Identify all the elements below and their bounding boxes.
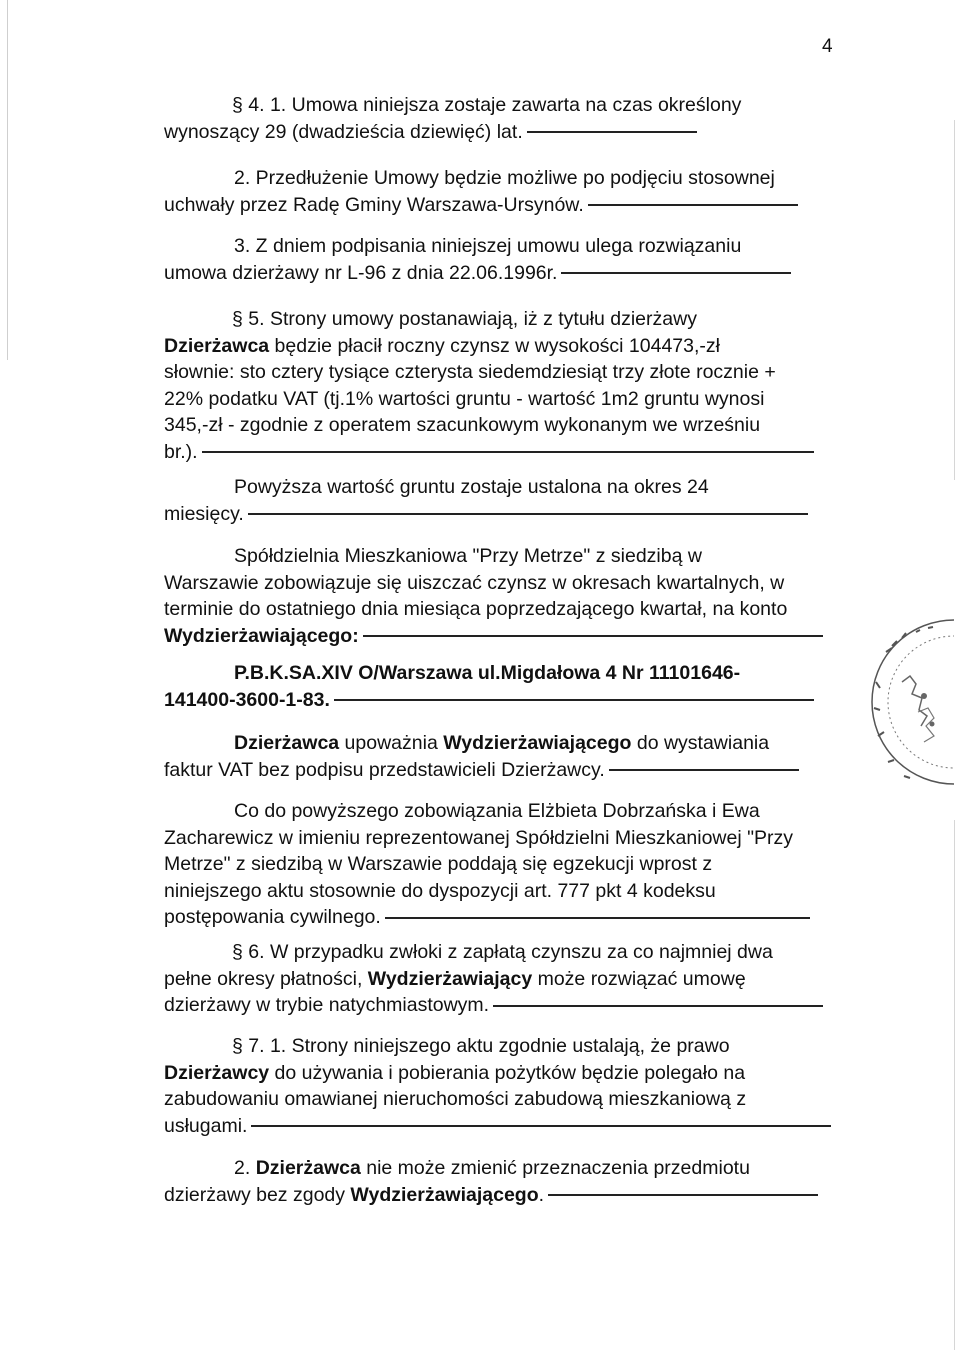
bank-account-paragraph <box>164 660 850 713</box>
text-line: uchwały przez Radę Gminy Warszawa-Ursynów. <box>164 192 850 219</box>
text-line: 2. Dzierżawca nie może zmienić przeznaczenia przedmiotu <box>234 1157 750 1179</box>
text-line: br.). <box>164 439 850 466</box>
text-line: Metrze" z siedzibą w Warszawie poddają się egzekucji wprost z <box>164 853 713 875</box>
invoice-authorization-paragraph <box>164 730 850 783</box>
text-line: Co do powyższego zobowiązania Elżbieta Dobrzańska i Ewa <box>234 800 760 822</box>
section-6-paragraph <box>164 939 850 1019</box>
text-line: 3. Z dniem podpisania niniejszej umowu ulega rozwiązaniu <box>234 235 742 257</box>
text-line: słownie: sto cztery tysiące czterysta siedemdziesiąt trzy złote rocznie + <box>164 361 776 383</box>
section-4-paragraph-2 <box>164 165 850 218</box>
text-line: 2. Przedłużenie Umowy będzie możliwe po podjęciu stosownej <box>234 167 775 189</box>
scan-edge-line <box>954 820 955 1350</box>
text-line: § 7. 1. Strony niniejszego aktu zgodnie ustalają, że prawo <box>232 1035 730 1057</box>
text-line: § 6. W przypadku zwłoki z zapłatą czynszu za co najmniej dwa <box>232 941 773 963</box>
text-line: Dzierżawca będzie płacił roczny czynsz w wysokości 104473,-zł <box>164 334 720 357</box>
text-line: § 4. 1. Umowa niniejsza zostaje zawarta na czas określony <box>232 94 742 116</box>
page-number: 4 <box>822 36 833 57</box>
section-7-paragraph-2 <box>164 1155 850 1208</box>
text-line: Zacharewicz w imieniu reprezentowanej Spółdzielni Mieszkaniowej "Przy <box>164 826 794 849</box>
section-5-paragraph <box>164 306 850 465</box>
text-line: postępowania cywilnego. <box>164 904 850 931</box>
text-line: usługami. <box>164 1113 850 1140</box>
cooperative-paragraph <box>164 543 850 649</box>
text-line: dzierżawy bez zgody Wydzierżawiającego. <box>164 1182 850 1209</box>
text-line: dzierżawy w trybie natychmiastowym. <box>164 992 850 1019</box>
text-line: 22% podatku VAT (tj.1% wartości gruntu - wartość 1m2 gruntu wynosi <box>164 387 765 410</box>
text-line: niniejszego aktu stosownie do dyspozycji art. 777 pkt 4 kodeksu <box>164 879 716 902</box>
valuation-paragraph <box>164 474 850 527</box>
text-line: Powyższa wartość gruntu zostaje ustalona na okres 24 <box>234 476 709 498</box>
official-seal-stamp <box>862 612 954 792</box>
execution-paragraph <box>164 798 850 931</box>
text-line: P.B.K.SA.XIV O/Warszawa ul.Migdałowa 4 Nr 11101646- <box>234 662 741 684</box>
text-line: umowa dzierżawy nr L-96 z dnia 22.06.1996r. <box>164 260 850 287</box>
text-line: Spółdzielnia Mieszkaniowa "Przy Metrze" z siedzibą w <box>234 545 702 567</box>
text-line: pełne okresy płatności, Wydzierżawiający może rozwiązać umowę <box>164 967 746 990</box>
text-line: Warszawie zobowiązuje się uiszczać czynsz w okresach kwartalnych, w <box>164 571 785 594</box>
scan-edge-line <box>7 0 8 360</box>
text-line: miesięcy. <box>164 501 850 528</box>
text-line: 345,-zł - zgodnie z operatem szacunkowym wykonanym we wrześniu <box>164 414 761 436</box>
text-line: Wydzierżawiającego: <box>164 623 850 650</box>
text-line: faktur VAT bez podpisu przedstawicieli Dzierżawcy. <box>164 757 850 784</box>
text-line: 141400-3600-1-83. <box>164 687 850 714</box>
section-4-paragraph-1 <box>164 92 850 145</box>
text-line: § 5. Strony umowy postanawiają, iż z tytułu dzierżawy <box>232 308 697 330</box>
text-line: terminie do ostatniego dnia miesiąca poprzedzającego kwartał, na konto <box>164 598 788 620</box>
section-4-paragraph-3 <box>164 233 850 286</box>
text-line: zabudowaniu omawianej nieruchomości zabudową mieszkaniową z <box>164 1088 747 1110</box>
text-line: Dzierżawca upoważnia Wydzierżawiającego do wystawiania <box>234 732 770 754</box>
text-line: Dzierżawcy do używania i pobierania pożytków będzie polegało na <box>164 1061 746 1084</box>
scan-edge-line <box>954 120 955 480</box>
text-line: wynoszący 29 (dwadzieścia dziewięć) lat. <box>164 119 850 146</box>
section-7-paragraph-1 <box>164 1033 850 1139</box>
